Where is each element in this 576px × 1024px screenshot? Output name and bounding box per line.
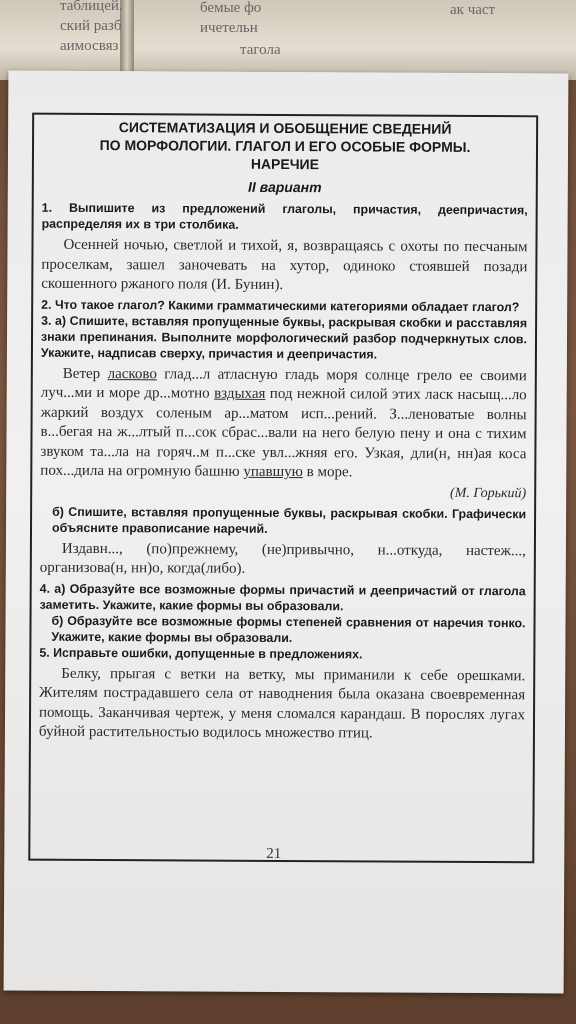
task-3b-text: Издавн..., (по)прежнему, (не)привычно, н...откуда, настеж..., организова(н, нн)о, когда(либо). (39, 540, 526, 577)
task-4a: 4. а) Образуйте все возможные формы причастий и деепричастий от глагола заметить. Укажите, какие формы вы образовали. (39, 581, 526, 613)
title-line-1: СИСТЕМАТИЗАЦИЯ И ОБОБЩЕНИЕ СВЕДЕНИЙ (118, 119, 452, 137)
task-3a: 3. а) Спишите, вставляя пропущенные буквы, раскрывая скобки и расставляя знаки препинания. Выполните морфологический разбор подчеркнутых слов. Укажите, надписав сверху, причастия и деепричастия. (40, 313, 528, 361)
text-part: под нежной силой этих ласк насыщ...ло жаркий воздух соленым ар...матом исп...рений. З...леноватые волны в...бегая на ж...лтый п...сок сбрас...вали на него белую пену и она с тихим звуком та...ла на горяч..м п...ске увл...жняя его. Узкая, дли(н, нн)ая коса пох...дила на огромную башню (40, 385, 527, 480)
book-text-line: ский разб (60, 18, 122, 34)
book-text-line: аимосвяз (60, 38, 119, 54)
book-text-line: ичетельн (200, 20, 258, 36)
variant-label: II вариант (247, 178, 322, 196)
book-text-line: бемые фо (200, 0, 262, 16)
task-5: 5. Исправьте ошибки, допущенные в предложениях. (39, 645, 363, 661)
book-text-line: ак част (450, 2, 496, 18)
page-number: 21 (266, 845, 282, 862)
book-text-line: тагола (240, 42, 281, 58)
background-book (0, 0, 576, 80)
text-part: в море. (302, 464, 353, 481)
task-3a-text (40, 364, 527, 484)
task-1-text: Осенней ночью, светлой и тихой, я, возвращаясь с охоты по песчаным проселкам, зашел заночевать на хутор, одиноко стоявшей позади скошенного ржаного поля (И. Бунин). (41, 236, 528, 293)
workbook-page (4, 71, 569, 994)
book-text-line: таблицей. (60, 0, 123, 14)
text-part: глад...л атласную гладь моря солнце грело ее своими луч...ми и море др...мотно (40, 365, 527, 402)
title-line-2: ПО МОРФОЛОГИИ. ГЛАГОЛ И ЕГО ОСОБЫЕ ФОРМЫ. (99, 137, 471, 155)
author-signature: (М. Горький) (450, 485, 527, 501)
underlined-word: ласково (107, 365, 157, 382)
task-4b: б) Образуйте все возможные формы степеней сравнения от наречия тонко. Укажите, какие формы вы образовали. (51, 613, 526, 645)
page-content (39, 118, 528, 747)
underlined-word: упавшую (243, 463, 303, 481)
content-frame (28, 113, 538, 864)
title-line-3: НАРЕЧИЕ (250, 155, 320, 173)
text-part: Ветер (62, 365, 108, 382)
task-5-text: Белку, прыгая с ветки на ветку, мы приманили к себе орешками. Жителям пострадавшего села от наводнения была оказана своевременная помощь. Заканчивая чертеж, у меня сломался карандаш. В порослях лугах буйной растительностью водилось множество птиц. (38, 665, 526, 742)
task-1: 1. Выпишите из предложений глаголы, причастия, деепричастия, распределяя их в три столбика. (41, 200, 528, 232)
task-3b: б) Спишите, вставляя пропущенные буквы, раскрывая скобки. Графически объясните правописание наречий. (51, 504, 527, 536)
task-2: 2. Что такое глагол? Какими грамматическими категориями обладает глагол? (41, 297, 520, 314)
underlined-word: вздыхая (214, 385, 266, 402)
